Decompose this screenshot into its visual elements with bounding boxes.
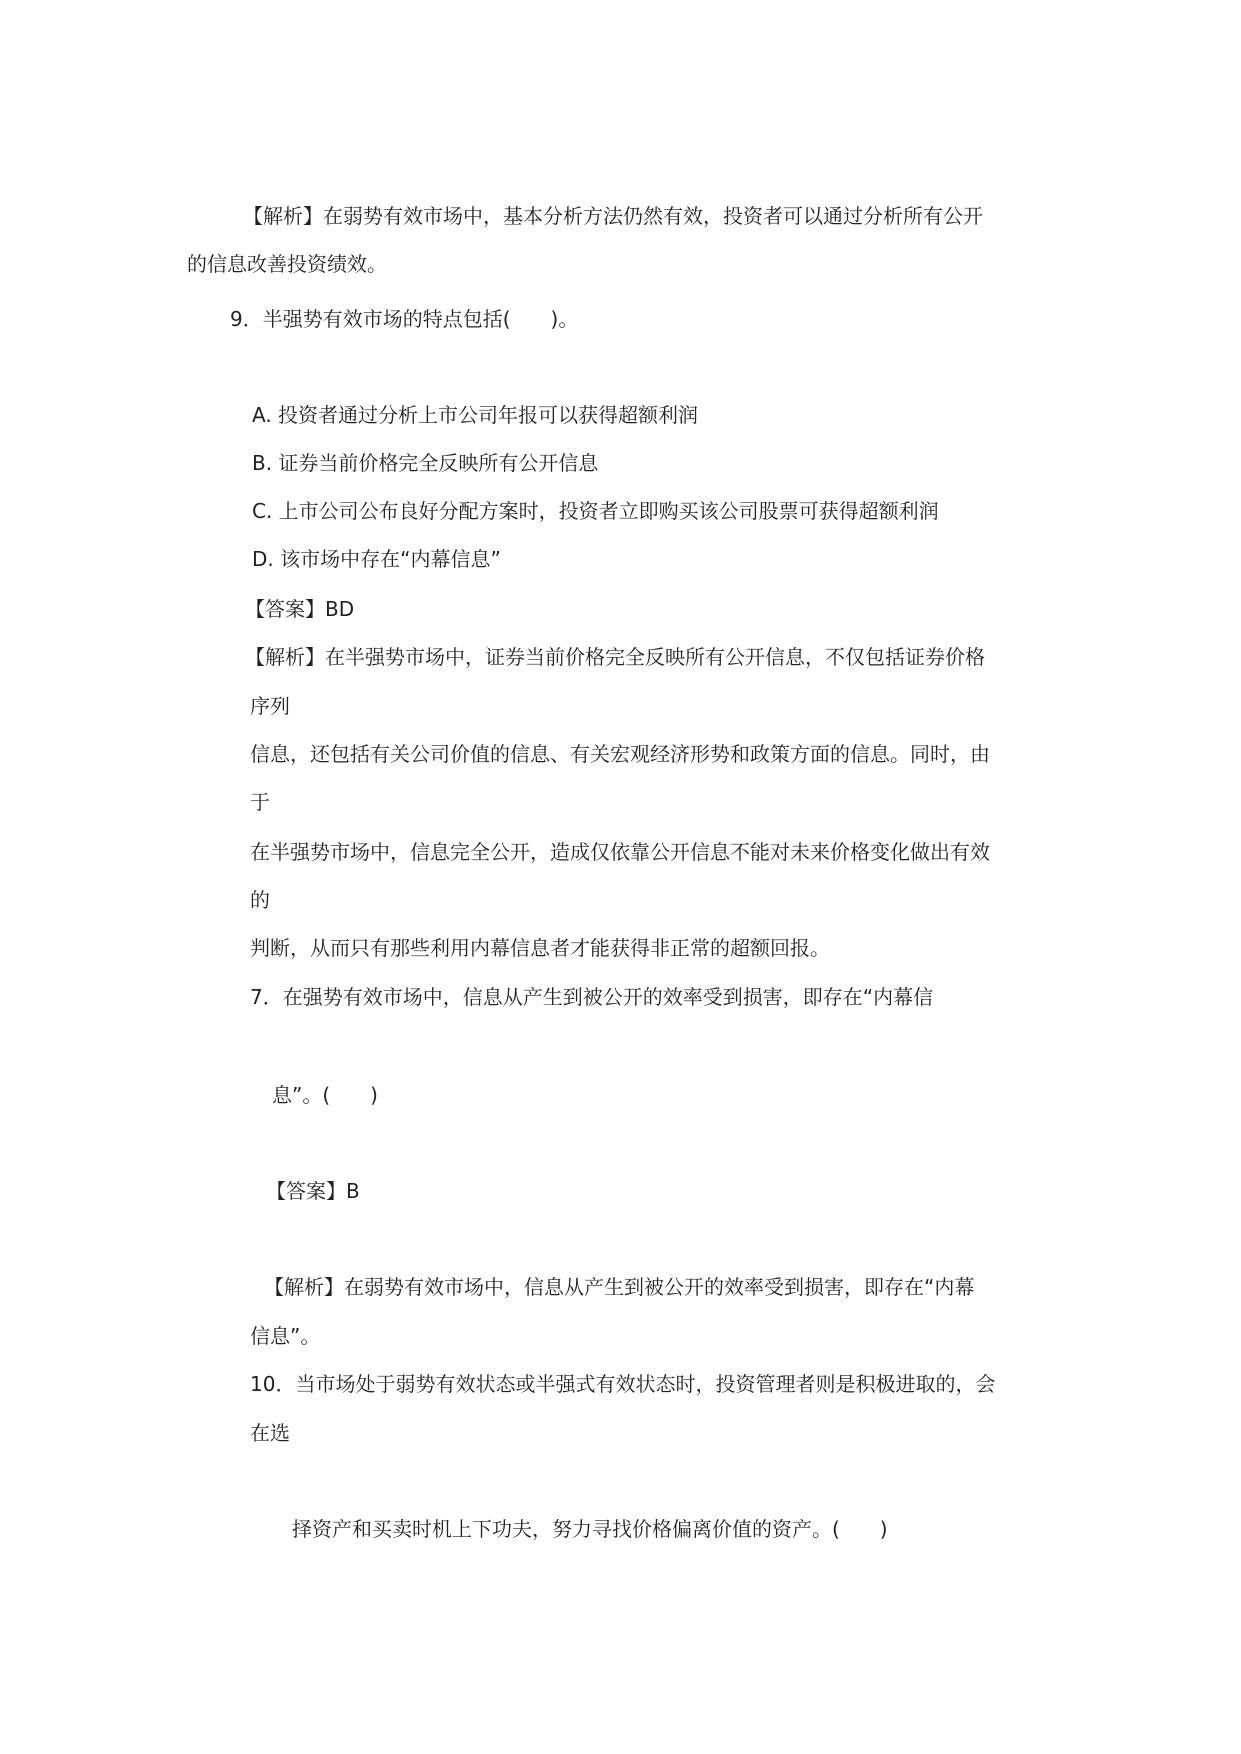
analysis-9-line-7: 判断，从而只有那些利用内幕信息者才能获得非正常的超额回报。: [250, 936, 830, 960]
option-a: A. 投资者通过分析上市公司年报可以获得超额利润: [252, 403, 699, 427]
analysis-9-line-6: 的: [250, 888, 270, 912]
question-10: 10．当市场处于弱势有效状态或半强式有效状态时，投资管理者则是积极进取的，会: [250, 1372, 996, 1396]
question-7-cont: 息”。( ): [272, 1083, 378, 1107]
option-c: C. 上市公司公布良好分配方案时，投资者立即购买该公司股票可获得超额利润: [252, 499, 939, 523]
text-line-analysis-1-cont: 的信息改善投资绩效。: [187, 252, 387, 276]
question-10-line-2: 在选: [250, 1421, 290, 1445]
analysis-9-line-3: 信息，还包括有关公司价值的信息、有关宏观经济形势和政策方面的信息。同时，由: [250, 742, 990, 766]
analysis-7-line-2: 信息”。: [250, 1324, 321, 1348]
analysis-9-line-1: 【解析】在半强势市场中，证券当前价格完全反映所有公开信息，不仅包括证券价格: [245, 645, 985, 669]
option-b: B. 证券当前价格完全反映所有公开信息: [252, 451, 599, 475]
question-10-line-3: 择资产和买卖时机上下功夫，努力寻找价格偏离价值的资产。( ): [292, 1517, 888, 1541]
question-9: 9．半强势有效市场的特点包括( )。: [230, 307, 579, 331]
text-line-analysis-1: 【解析】在弱势有效市场中，基本分析方法仍然有效，投资者可以通过分析所有公开: [243, 204, 983, 228]
analysis-9-line-2: 序列: [250, 694, 290, 718]
option-d: D. 该市场中存在“内幕信息”: [252, 547, 501, 571]
question-7: 7．在强势有效市场中，信息从产生到被公开的效率受到损害，即存在“内幕信: [250, 985, 934, 1009]
answer-9: 【答案】BD: [245, 597, 355, 621]
analysis-9-line-4: 于: [250, 790, 270, 814]
analysis-9-line-5: 在半强势市场中，信息完全公开，造成仅依靠公开信息不能对未来价格变化做出有效: [250, 840, 990, 864]
analysis-7-line-1: 【解析】在弱势有效市场中，信息从产生到被公开的效率受到损害，即存在“内幕: [264, 1275, 975, 1299]
answer-7: 【答案】B: [266, 1179, 360, 1203]
